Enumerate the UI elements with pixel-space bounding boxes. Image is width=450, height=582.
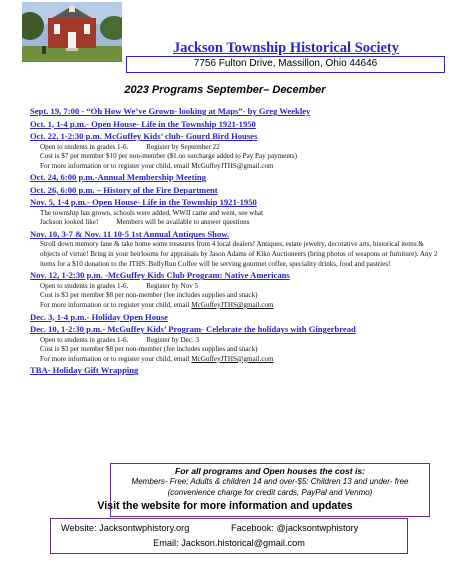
program-detail: For more information or to register your child, email McGuffeyJTHS@gmail.com — [40, 161, 274, 170]
website-link[interactable]: Website: Jacksontwphistory.org — [61, 523, 190, 533]
program-item — [30, 106, 445, 118]
detail-text: Open to students in grades 1-6. — [40, 281, 129, 290]
program-item — [30, 270, 445, 310]
org-title[interactable]: Jackson Township Historical Society — [173, 40, 399, 56]
program-title[interactable]: Oct. 1, 1-4 p.m.- Open House- Life in the Township 1921-1950 — [30, 118, 256, 129]
cost-line: Members- Free; Adults & children 14 and over-$5: Children 13 and under- free — [131, 477, 409, 486]
program-title[interactable]: Dec. 3, 1-4 p.m.- Holiday Open House — [30, 311, 168, 322]
program-item — [30, 172, 445, 184]
program-detail: Cost is $3 per member $8 per non-member (fee includes supplies and snack) — [40, 345, 258, 354]
program-title[interactable]: Nov. 10, 3-7 & Nov. 11 10-5 1st Annual Antiques Show. — [30, 228, 230, 239]
email-link[interactable]: McGuffeyJTHS@gmail.com — [191, 354, 274, 363]
schoolhouse-photo — [22, 2, 122, 62]
program-title[interactable]: Oct. 24, 6:00 p.m.-Annual Membership Meeting — [30, 172, 206, 183]
detail-text: Open to students in grades 1-6. — [40, 335, 129, 344]
program-title[interactable]: Dec. 10, 1-2:30 p.m.- McGuffey Kids’ Program- Celebrate the holidays with Gingerbread — [30, 324, 356, 335]
program-item — [30, 324, 445, 364]
programs-heading: 2023 Programs September– December — [124, 84, 326, 96]
program-detail: Cost is $3 per member $8 per non-member (fee includes supplies and snack) — [40, 291, 258, 300]
program-detail — [30, 336, 445, 346]
program-detail — [30, 143, 445, 153]
email-contact[interactable]: Email: Jackson.historical@gmail.com — [153, 538, 305, 548]
header — [0, 0, 450, 82]
program-title[interactable]: Sept. 19, 7:00 - “Oh How We’ve Grown- looking at Maps”- by Greg Weekley — [30, 106, 311, 116]
detail-text: For more information or to register your child, email — [40, 300, 190, 309]
detail-text: Register by September 22 — [146, 142, 220, 151]
address-box — [126, 56, 445, 73]
program-detail — [30, 218, 445, 228]
detail-text: Open to students in grades 1-6. — [40, 142, 129, 151]
program-title[interactable]: Oct. 22, 1-2:30 p.m. McGuffey Kids’ club- Gourd Bird Houses — [30, 131, 258, 141]
cost-heading: For all programs and Open houses the cost is: — [174, 466, 366, 476]
program-detail — [30, 282, 445, 292]
program-detail — [30, 355, 445, 365]
program-item — [30, 312, 445, 324]
detail-text: Members will be available to answer questions — [116, 218, 250, 227]
detail-text: For more information or to register your child, email — [40, 354, 190, 363]
program-paragraph: Stroll down memory lane & take home some treasures from 4 local dealers! Antiques, estate jewelry, decorative arts, historical items & objects of virtue! Bring in your heirlooms for appraisals by Jason Adams of Kiko Auctioneers (bring photos of weapons or furniture). Any 2 items for a $10 donation to the JTHS. BullyRun Coffee will be serving gourmet coffee, speciality drinks, food and pastries! — [40, 240, 438, 268]
visit-website-text: Visit the website for more information and updates — [97, 500, 353, 512]
program-detail: The township has grown, schools were added, WWII came and went, see what — [40, 208, 264, 217]
detail-text: Jackson looked like! — [40, 218, 99, 227]
contact-box — [50, 518, 408, 554]
program-item — [30, 131, 445, 171]
program-detail: Cost is $7 per member $10 per non-member ($1.oo surcharge added to Pay Pay payments) — [40, 152, 297, 161]
email-link[interactable]: McGuffeyJTHS@gmail.com — [191, 300, 274, 309]
program-item — [30, 119, 445, 131]
program-item — [30, 197, 445, 228]
program-title[interactable]: TBA- Holiday Gift Wrapping — [30, 365, 139, 376]
cost-line: (convenience charge for credit cards, PayPal and Venmo) — [167, 487, 373, 497]
program-item — [30, 185, 445, 197]
program-title[interactable]: Nov. 12, 1-2:30 p.m. -McGuffey Kids Club Program: Native Americans — [30, 270, 290, 281]
program-title[interactable]: Nov. 5, 1-4 p.m.- Open House- Life in the Township 1921-1950 — [30, 197, 257, 208]
address: 7756 Fulton Drive, Massillon, Ohio 44646 — [193, 58, 378, 69]
program-item — [30, 365, 445, 377]
program-list — [30, 106, 445, 378]
detail-text: Register by Dec. 3 — [146, 335, 200, 344]
detail-text: Register by Nov 5 — [146, 281, 199, 290]
program-item — [30, 229, 445, 269]
facebook-link[interactable]: Facebook: @jacksontwphistory — [231, 523, 359, 533]
program-detail — [30, 301, 445, 311]
program-title[interactable]: Oct. 26, 6:00 p.m. – History of the Fire Department — [30, 184, 218, 195]
